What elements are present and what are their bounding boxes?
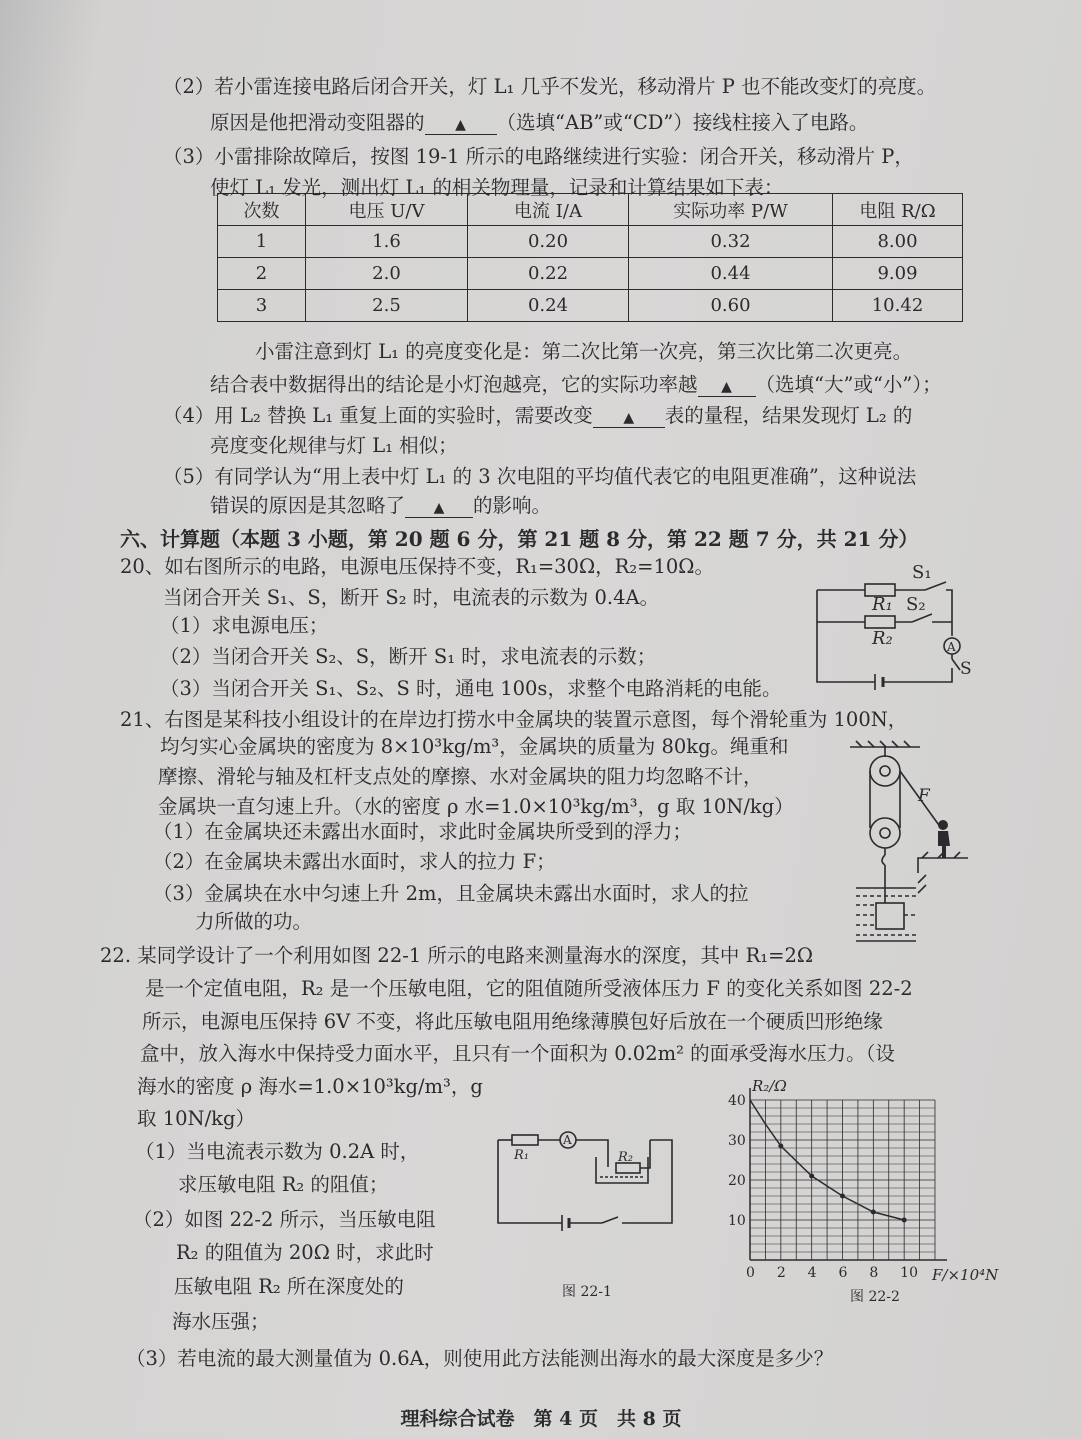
q19-part4-line1 — [163, 404, 912, 428]
q21-line6: （2）在金属块未露出水面时，求人的拉力 F； — [153, 850, 556, 873]
data-point — [902, 1218, 907, 1223]
q22-line2: 是一个定值电阻，R₂ 是一个压敏电阻，它的阻值随所受液体压力 F 的变化关系如图 22-2 — [145, 977, 913, 1000]
table-cell: 1.6 — [306, 226, 468, 258]
measurement-table — [217, 193, 963, 322]
q22-part2-line2: R₂ 的阻值为 20Ω 时，求此时 — [176, 1241, 434, 1264]
q21-line2: 均匀实心金属块的密度为 8×10³kg/m³，金属块的质量为 80kg。绳重和 — [160, 735, 789, 758]
y-tick-label: 30 — [728, 1133, 746, 1149]
q21-line4: 金属块一直匀速上升。（水的密度 ρ 水=1.0×10³kg/m³，g 取 10N/kg） — [158, 795, 794, 818]
q22-part1-line1: （1）当电流表示数为 0.2A 时， — [135, 1140, 420, 1163]
table-cell: 8.00 — [833, 226, 963, 258]
page-footer: 理科综合试卷 第 4 页 共 8 页 — [400, 1408, 682, 1430]
q22-line4: 盒中，放入海水中保持受力面水平，且只有一个面积为 0.02m² 的面承受海水压力。（设 — [140, 1042, 895, 1065]
table-cell: 2.0 — [306, 258, 468, 290]
q21-line7: （3）金属块在水中匀速上升 2m，且金属块未露出水面时，求人的拉 — [153, 882, 749, 905]
q21-line8: 力所做的功。 — [195, 910, 313, 933]
q19-part3-text-a: 结合表中数据得出的结论是小灯泡越亮，它的实际功率越 — [210, 373, 698, 396]
label-force-f: F — [918, 786, 930, 806]
q19-part4-text-b: 表的量程，结果发现灯 L₂ 的 — [664, 404, 913, 427]
table-cell: 2 — [218, 258, 306, 290]
table-cell: 1 — [218, 226, 306, 258]
table-cell: 0.20 — [468, 226, 629, 258]
table-header-row — [218, 194, 963, 226]
data-point — [871, 1210, 876, 1215]
q19-part3-line1: （3）小雷排除故障后，按图 19-1 所示的电路继续进行实验：闭合开关，移动滑片 P， — [163, 145, 914, 168]
data-point — [778, 1144, 783, 1149]
q21-line1: 21、右图是某科技小组设计的在岸边打捞水中金属块的装置示意图，每个滑轮重为 100N， — [120, 708, 908, 731]
q21-line3: 摩擦、滑轮与轴及杠杆支点处的摩擦、水对金属块的阻力均忽略不计， — [158, 765, 763, 788]
fig-22-2-chart — [720, 1075, 1010, 1310]
answer-blank: ▲ — [593, 409, 665, 428]
table-cell: 0.24 — [468, 290, 629, 322]
q19-part3-text-b: （选填“大”或“小”）； — [755, 373, 942, 396]
data-point — [809, 1174, 814, 1179]
q19-part5-text-a: 错误的原因是其忽略了 — [210, 494, 406, 517]
q19-part2-text-a: 原因是他把滑动变阻器的 — [210, 111, 425, 134]
x-tick-label: 6 — [838, 1265, 848, 1281]
y-tick-label: 40 — [728, 1093, 746, 1109]
q19-part2-text-b: （选填“AB”或“CD”）接线柱接入了电路。 — [496, 111, 869, 134]
x-tick-label: 8 — [869, 1265, 879, 1281]
q20-line1: 20、如右图所示的电路，电源电压保持不变，R₁=30Ω，R₂=10Ω。 — [120, 555, 714, 578]
table-cell: 10.42 — [833, 290, 963, 322]
q19-part5-text-b: 的影响。 — [473, 494, 552, 517]
table-header-cell: 电压 U/V — [306, 194, 468, 226]
label-r2: R₂ — [618, 1150, 633, 1165]
x-tick-label: 2 — [776, 1265, 786, 1281]
q22-part2-line3: 压敏电阻 R₂ 所在深度处的 — [174, 1275, 404, 1298]
q22-line5: 海水的密度 ρ 海水=1.0×10³kg/m³，g — [137, 1075, 483, 1098]
q20-line5: （3）当闭合开关 S₁、S₂、S 时，通电 100s，求整个电路消耗的电能。 — [160, 677, 782, 700]
q22-line3: 所示，电源电压保持 6V 不变，将此压敏电阻用绝缘薄膜包好后放在一个硬质凹形绝缘 — [142, 1010, 883, 1033]
ammeter-label: A — [563, 1133, 572, 1147]
q22-line6: 取 10N/kg） — [137, 1107, 255, 1130]
answer-blank: ▲ — [405, 499, 473, 518]
q19-part5-line1: （5）有同学认为“用上表中灯 L₁ 的 3 次电阻的平均值代表它的电阻更准确”，这种说法 — [163, 465, 917, 488]
x-tick-label: 4 — [807, 1265, 817, 1281]
q19-part3-line2: 使灯 L₁ 发光，测出灯 L₁ 的相关物理量，记录和计算结果如下表： — [210, 176, 784, 199]
q20-circuit-diagram — [800, 560, 985, 690]
table-header-cell: 电阻 R/Ω — [833, 194, 963, 226]
x-tick-label: 10 — [900, 1265, 918, 1281]
y-tick-label: 20 — [728, 1173, 746, 1189]
q19-part3-line4 — [210, 373, 942, 397]
table-cell: 0.44 — [629, 258, 833, 290]
label-r1: R₁ — [872, 594, 893, 615]
table-cell: 9.09 — [833, 258, 963, 290]
q22-line1: 22. 某同学设计了一个利用如图 22-1 所示的电路来测量海水的深度，其中 R₁=2Ω — [100, 944, 814, 967]
q21-line5: （1）在金属块还未露出水面时，求此时金属块所受到的浮力； — [153, 820, 692, 843]
label-s: S — [960, 659, 972, 679]
table-cell: 2.5 — [306, 290, 468, 322]
table-header-cell: 电流 I/A — [468, 194, 629, 226]
q19-part3-line3: 小雷注意到灯 L₁ 的亮度变化是：第二次比第一次亮，第三次比第二次更亮。 — [255, 340, 913, 363]
chart-x-axis-label: F/×10⁴N — [932, 1266, 999, 1284]
q22-part1-line2: 求压敏电阻 R₂ 的阻值； — [178, 1173, 389, 1196]
q19-part2-line1: （2）若小雷连接电路后闭合开关，灯 L₁ 几乎不发光，移动滑片 P 也不能改变灯的亮度。 — [163, 75, 937, 98]
chart-y-axis-label: R₂/Ω — [752, 1077, 787, 1095]
table-cell: 0.32 — [629, 226, 833, 258]
x-tick-label: 0 — [746, 1265, 755, 1281]
q19-part5-line2 — [210, 494, 551, 518]
q22-part2-line4: 海水压强； — [172, 1310, 270, 1333]
y-tick-label: 10 — [728, 1213, 746, 1229]
q22-part2-line1: （2）如图 22-2 所示，当压敏电阻 — [133, 1208, 436, 1231]
table-cell: 0.22 — [468, 258, 629, 290]
fig-22-1-circuit — [490, 1125, 685, 1300]
q20-line2: 当闭合开关 S₁、S，断开 S₂ 时，电流表的示数为 0.4A。 — [163, 586, 660, 609]
label-s2: S₂ — [906, 594, 926, 615]
table-cell: 0.60 — [629, 290, 833, 322]
chart-title: 图 22-2 — [850, 1289, 900, 1305]
pulley-device-diagram — [848, 733, 968, 948]
ammeter-label: A — [947, 640, 956, 654]
section-title: 六、计算题（本题 3 小题，第 20 题 6 分，第 21 题 8 分，第 22 题 7 分，共 21 分） — [120, 527, 919, 551]
answer-blank: ▲ — [425, 116, 497, 135]
data-point — [840, 1194, 845, 1199]
label-r2: R₂ — [872, 628, 893, 649]
table-header-cell: 次数 — [218, 194, 306, 226]
q19-part4-line2: 亮度变化规律与灯 L₁ 相似； — [210, 434, 458, 457]
table-row — [218, 290, 963, 322]
label-r1: R₁ — [514, 1148, 529, 1163]
q22-part3: （3）若电流的最大测量值为 0.6A，则使用此方法能测出海水的最大深度是多少？ — [126, 1347, 834, 1370]
q19-part4-text-a: （4）用 L₂ 替换 L₁ 重复上面的实验时，需要改变 — [163, 404, 593, 427]
answer-blank: ▲ — [698, 378, 756, 397]
table-row — [218, 258, 963, 290]
q20-line4: （2）当闭合开关 S₂、S，断开 S₁ 时，求电流表的示数； — [160, 645, 657, 668]
q19-part2-line2 — [210, 111, 868, 135]
table-row — [218, 226, 963, 258]
fig-22-1-caption: 图 22-1 — [562, 1284, 612, 1300]
table-header-cell: 实际功率 P/W — [629, 194, 833, 226]
q20-line3: （1）求电源电压； — [160, 614, 329, 637]
label-s1: S₁ — [912, 562, 932, 583]
table-cell: 3 — [218, 290, 306, 322]
